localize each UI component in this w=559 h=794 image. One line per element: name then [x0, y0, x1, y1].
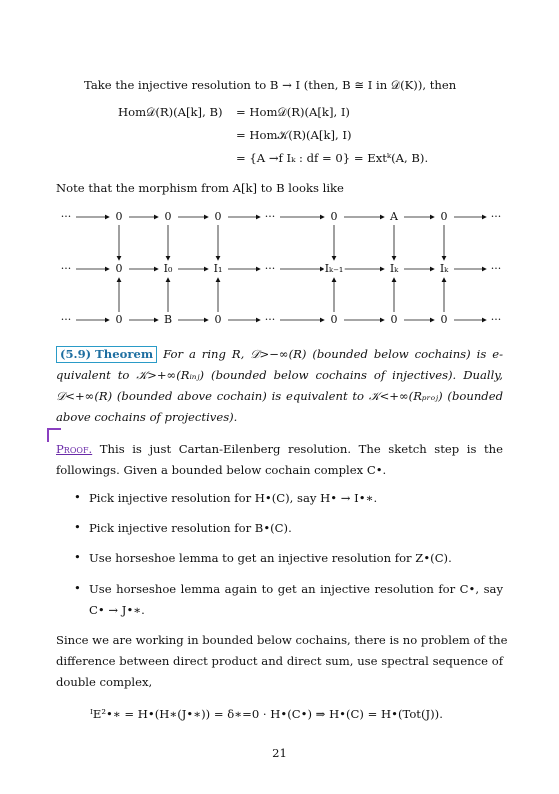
proof-text-1: This is just Cartan-Eilenberg resolution. The sketch step is the [99, 442, 503, 456]
commutative-diagram [56, 207, 508, 332]
diagram-node-mid-5: Iₖ₋₁ [324, 262, 344, 275]
hom-lhs: Hom𝒟(R)(A[k], B) [118, 105, 223, 119]
diagram-node-mid-4: ··· [264, 262, 276, 275]
diagram-node-bot-4: ··· [264, 313, 276, 326]
diagram-node-bot-1: 0 [115, 313, 123, 326]
diagram-node-bot-8: ··· [490, 313, 502, 326]
diagram-node-top-5: 0 [330, 210, 338, 223]
diagram-node-mid-0: ··· [60, 262, 72, 275]
diagram-node-bot-3: 0 [214, 313, 222, 326]
intro-sentence: Take the injective resolution to B → I (then, B ≅ I in 𝒟(K)), then [84, 78, 457, 92]
theorem-line-4: above cochains of projectives). [56, 410, 238, 424]
closing-line-3: double complex, [56, 675, 153, 689]
bullet-item-2: Pick injective resolution for B•(C). [89, 521, 292, 535]
diagram-node-mid-2: I₀ [163, 262, 173, 275]
diagram-node-top-6: A [390, 210, 398, 223]
proof-corner-mark [47, 428, 61, 442]
diagram-node-bot-7: 0 [440, 313, 448, 326]
proof-line-2: followings. Given a bounded below cochain complex C•. [56, 463, 387, 477]
diagram-node-bot-6: 0 [390, 313, 398, 326]
diagram-node-top-0: ··· [60, 210, 72, 223]
theorem-line-1 [56, 346, 503, 363]
theorem-line-2: quivalent to 𝒦>+∞(Rᵢₙⱼ) (bounded below cochains of injectives). Dually, [56, 368, 503, 382]
bullet-dot-2: • [74, 520, 81, 534]
theorem-text-1: For a ring R, 𝒟>−∞(R) (bounded below cochains) is e- [163, 347, 503, 361]
diagram-node-top-3: 0 [214, 210, 222, 223]
diagram-node-mid-1: 0 [115, 262, 123, 275]
diagram-node-bot-5: 0 [330, 313, 338, 326]
diagram-node-mid-7: Iₖ [439, 262, 449, 275]
bullet-item-4: Use horseshoe lemma again to get an injective resolution for C•, say [89, 582, 503, 596]
morphism-note: Note that the morphism from A[k] to B looks like [56, 181, 344, 195]
intro-text [84, 77, 531, 93]
bullet-dot-1: • [74, 490, 81, 504]
page-number: 21 [272, 746, 287, 760]
closing-line-2: difference between direct product and direct sum, use spectral sequence of [56, 654, 503, 668]
bullet-item-4-cont: C• → J•∗. [89, 603, 145, 617]
diagram-node-mid-3: I₁ [213, 262, 223, 275]
diagram-node-top-4: ··· [264, 210, 276, 223]
diagram-node-bot-2: B [163, 313, 173, 326]
hom-rhs-3: = {A →f Iₖ : df = 0} = Extᵏ(A, B). [236, 151, 429, 165]
theorem-label[interactable]: (5.9) Theorem [56, 346, 157, 363]
diagram-node-top-8: ··· [490, 210, 502, 223]
proof-label[interactable]: Proof. [56, 442, 93, 456]
diagram-node-bot-0: ··· [60, 313, 72, 326]
diagram-node-mid-8: ··· [490, 262, 502, 275]
hom-rhs-2: = Hom𝒦(R)(A[k], I) [236, 128, 352, 142]
closing-line-1: Since we are working in bounded below cochains, there is no problem of the [56, 633, 508, 647]
final-equation: ᴵE²•∗ = H•(H∗(J•∗)) = δ∗=0 · H•(C•) ⇒ H•(C) = H•(Tot(J)). [90, 707, 443, 721]
diagram-node-top-2: 0 [164, 210, 172, 223]
bullet-item-3: Use horseshoe lemma to get an injective resolution for Z•(C). [89, 551, 452, 565]
diagram-node-top-7: 0 [440, 210, 448, 223]
diagram-node-mid-6: Iₖ [389, 262, 399, 275]
bullet-dot-3: • [74, 550, 81, 564]
bullet-item-1: Pick injective resolution for H•(C), say H• → I•∗. [89, 491, 378, 505]
bullet-dot-4: • [74, 581, 81, 595]
theorem-line-3: 𝒟<+∞(R) (bounded above cochain) is equivalent to 𝒦<+∞(Rₚᵣₒⱼ) (bounded [56, 389, 503, 403]
proof-line-1 [56, 441, 503, 457]
diagram-node-top-1: 0 [115, 210, 123, 223]
hom-rhs-1: = Hom𝒟(R)(A[k], I) [236, 105, 350, 119]
